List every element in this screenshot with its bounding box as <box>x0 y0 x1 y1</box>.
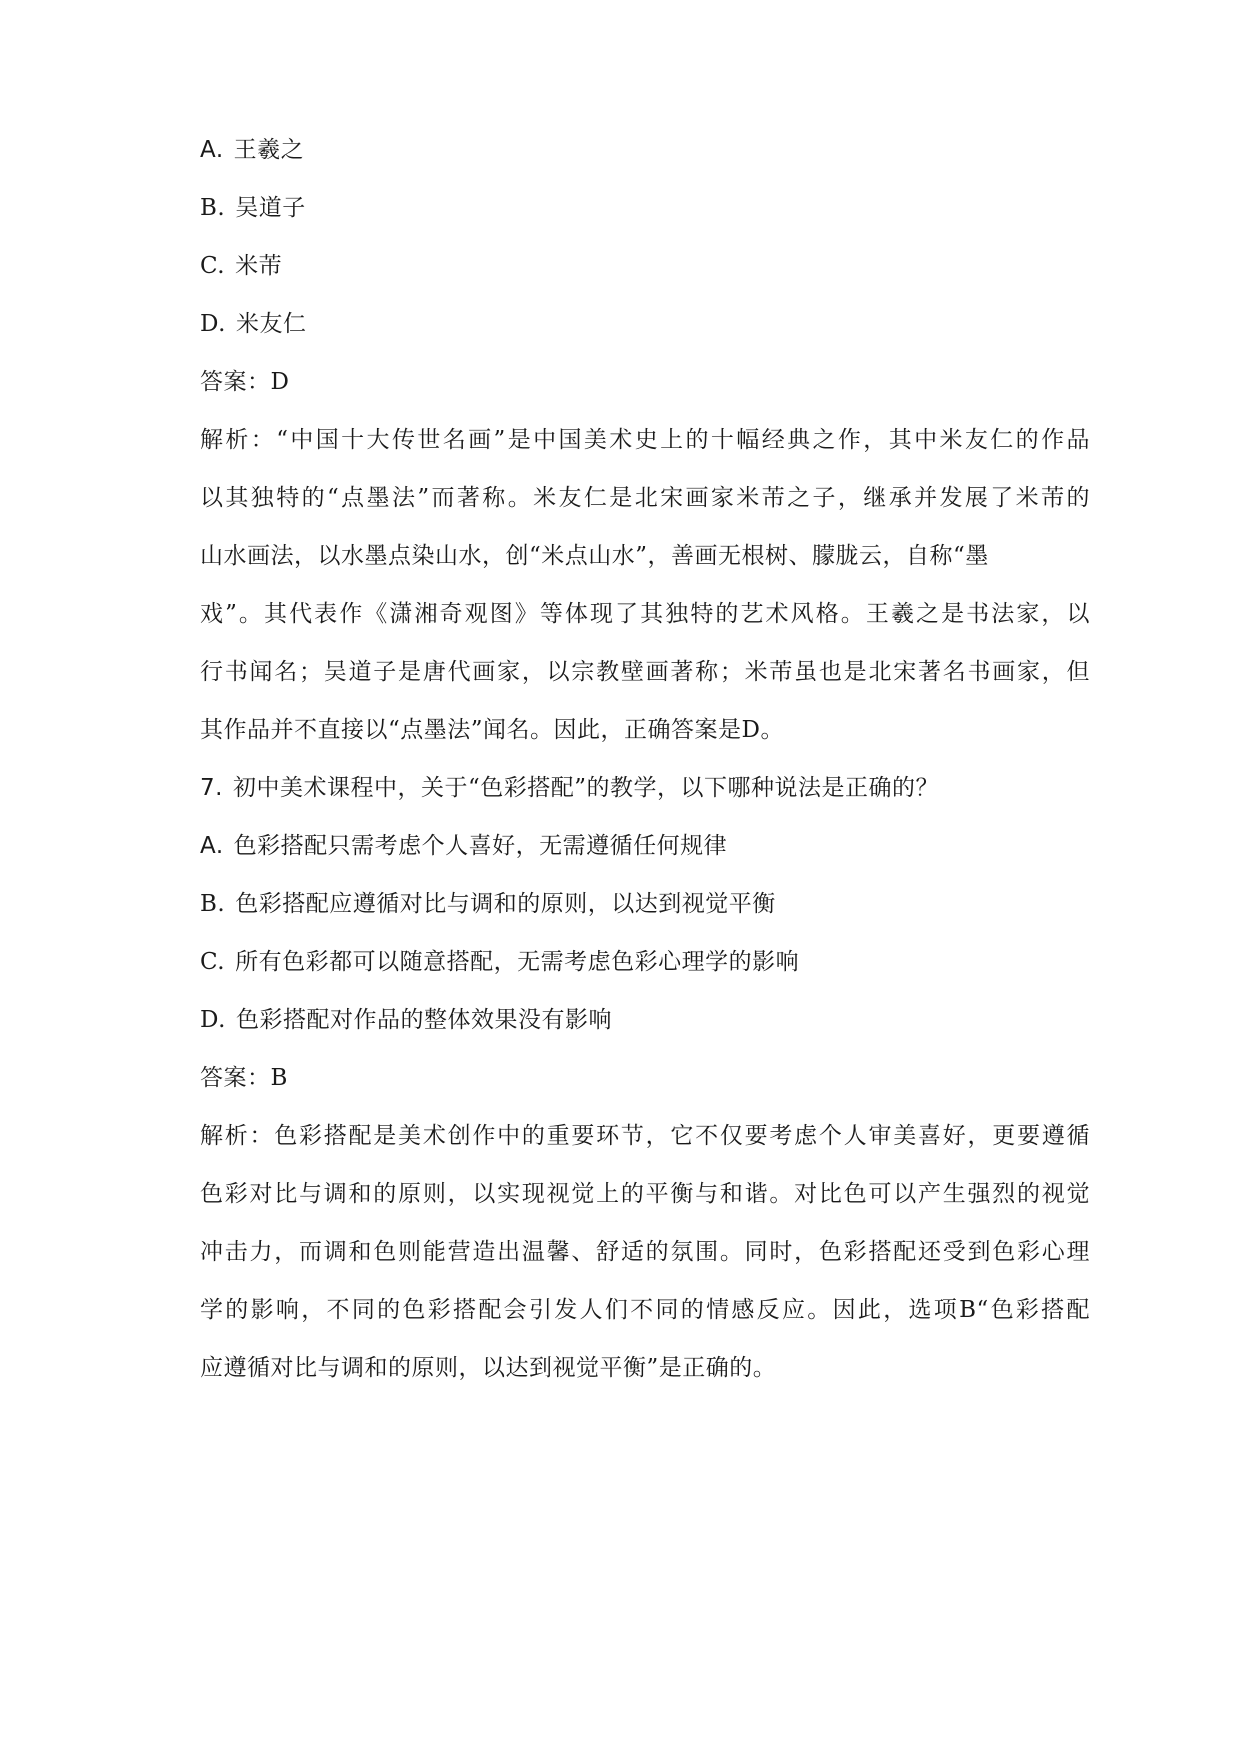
option-text: 色彩搭配对作品的整体效果没有影响 <box>235 1007 612 1033</box>
q7-explanation-line: 解析：色彩搭配是美术创作中的重要环节，它不仅要考虑个人审美喜好，更要遵循 <box>200 1123 1090 1149</box>
q6-option-b <box>200 192 1090 224</box>
option-text: 色彩搭配应遵循对比与调和的原则，以达到视觉平衡 <box>235 891 776 917</box>
q6-option-a <box>200 134 1090 166</box>
q7-question <box>200 772 1090 804</box>
option-text: 王羲之 <box>233 137 305 163</box>
option-label: C. <box>200 253 226 279</box>
q6-explanation-line: 行书闻名；吴道子是唐代画家，以宗教壁画著称；米芾虽也是北宋著名书画家，但 <box>200 659 1090 685</box>
option-label: A. <box>200 137 224 163</box>
q6-explanation-line: 戏”。其代表作《潇湘奇观图》等体现了其独特的艺术风格。王羲之是书法家，以 <box>200 601 1090 627</box>
option-label: D. <box>200 311 226 337</box>
q7-option-c <box>200 946 1090 978</box>
option-text: 所有色彩都可以随意搭配，无需考虑色彩心理学的影响 <box>235 949 800 975</box>
q7-explanation-line: 学的影响，不同的色彩搭配会引发人们不同的情感反应。因此，选项B“色彩搭配 <box>200 1297 1090 1323</box>
question-number: 7. <box>200 775 223 801</box>
q7-answer: 答案：B <box>200 1065 288 1091</box>
q6-explanation-line: 解析：“中国十大传世名画”是中国美术史上的十幅经典之作，其中米友仁的作品 <box>200 427 1090 453</box>
option-text: 米友仁 <box>235 311 307 337</box>
q7-explanation-line: 色彩对比与调和的原则，以实现视觉上的平衡与和谐。对比色可以产生强烈的视觉 <box>200 1181 1090 1207</box>
option-text: 色彩搭配只需考虑个人喜好，无需遵循任何规律 <box>233 833 728 859</box>
option-label: A. <box>200 833 224 859</box>
option-text: 吴道子 <box>235 195 306 221</box>
option-label: B. <box>200 195 226 221</box>
q6-explanation-line: 以其独特的“点墨法”而著称。米友仁是北宋画家米芾之子，继承并发展了米芾的 <box>200 485 1090 511</box>
q7-option-b <box>200 888 1090 920</box>
option-label: B. <box>200 891 226 917</box>
q7-option-a <box>200 830 1090 862</box>
question-text: 初中美术课程中，关于“色彩搭配”的教学，以下哪种说法是正确的？ <box>232 775 939 801</box>
option-label: C. <box>200 949 226 975</box>
q6-option-c <box>200 250 1090 282</box>
q7-option-d <box>200 1004 1090 1036</box>
q7-explanation-line: 冲击力，而调和色则能营造出温馨、舒适的氛围。同时，色彩搭配还受到色彩心理 <box>200 1239 1090 1265</box>
q6-answer: 答案：D <box>200 369 290 395</box>
option-text: 米芾 <box>235 253 283 279</box>
q6-option-d <box>200 308 1090 340</box>
q6-explanation-line: 山水画法，以水墨点染山水，创“米点山水”，善画无根树、朦胧云，自称“墨 <box>200 543 989 569</box>
q6-explanation-line: 其作品并不直接以“点墨法”闻名。因此，正确答案是D。 <box>200 717 784 743</box>
q7-explanation-line: 应遵循对比与调和的原则，以达到视觉平衡”是正确的。 <box>200 1355 777 1381</box>
option-label: D. <box>200 1007 226 1033</box>
